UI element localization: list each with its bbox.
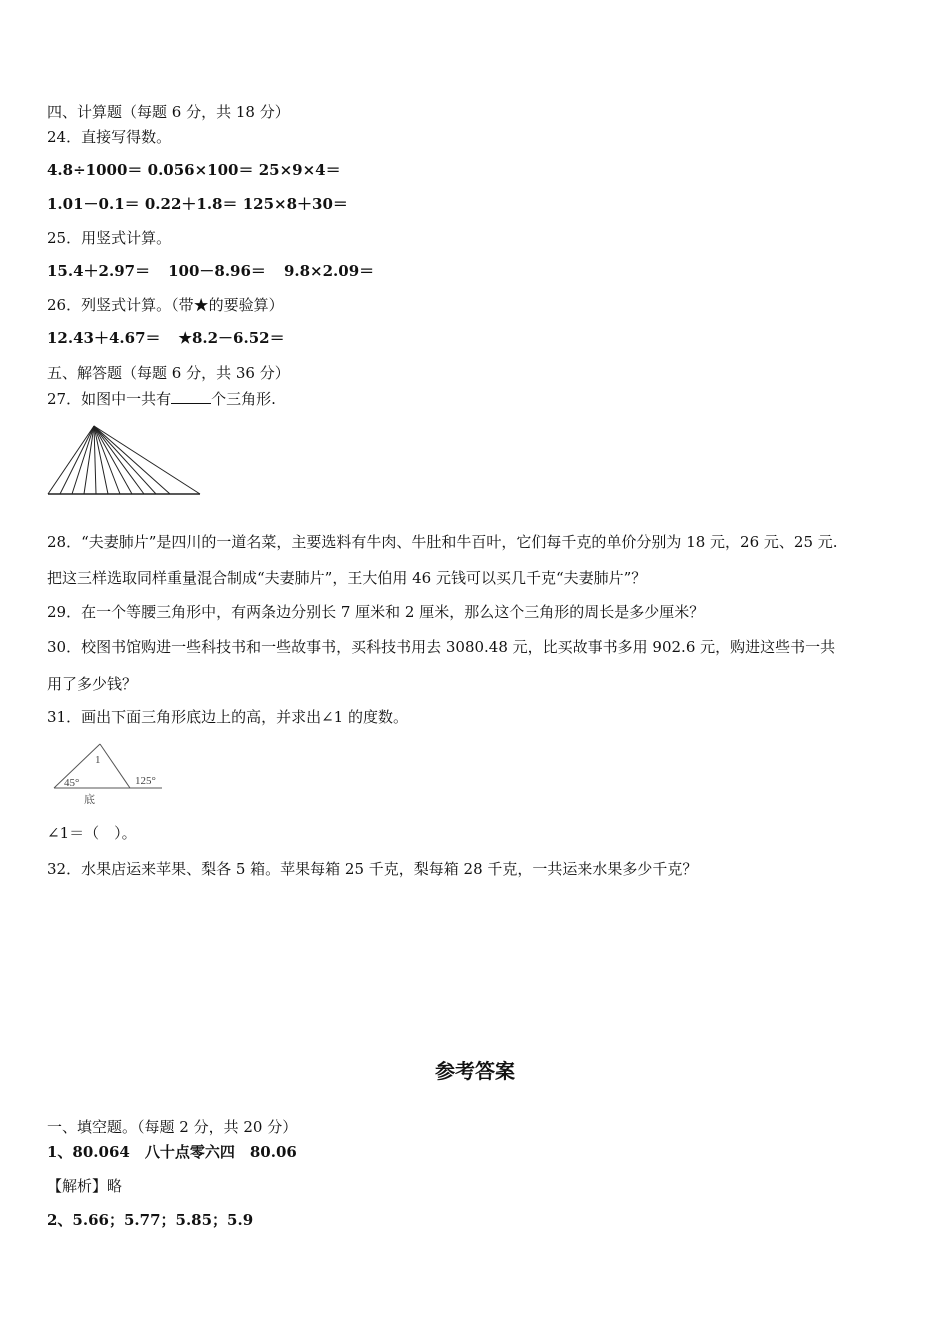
angle-1-label: 1 <box>95 754 101 766</box>
question-30-line-1: 30．校图书馆购进一些科技书和一些故事书，买科技书用去 3080.48 元，比买故事书多用 902.6 元，购进这些书一共 <box>47 638 836 656</box>
question-26-item-b: ★8.2－6.52＝ <box>178 329 285 347</box>
question-30-line-2: 用了多少钱？ <box>47 675 138 693</box>
answer-1-explanation: 【解析】略 <box>47 1177 123 1195</box>
triangle-fan-figure <box>46 422 204 498</box>
section-4-title: 四、计算题（每题 6 分，共 18 分） <box>47 103 290 121</box>
question-27 <box>47 389 276 408</box>
answer-2: 2、5.66；5.77；5.85；5.9 <box>47 1211 254 1229</box>
triangle-angle-figure <box>50 740 170 810</box>
question-27-suffix: 个三角形. <box>211 390 276 408</box>
section-5-title: 五、解答题（每题 6 分，共 36 分） <box>47 364 290 382</box>
question-24-row-2: 1.01－0.1＝ 0.22＋1.8＝ 125×8＋30＝ <box>47 195 348 213</box>
question-25-item-a: 15.4＋2.97＝ <box>47 262 151 280</box>
question-32: 32．水果店运来苹果、梨各 5 箱。苹果每箱 25 千克，梨每箱 28 千克，一共运来水果多少千克？ <box>47 860 698 878</box>
question-26: 26．列竖式计算。（带★的要验算） <box>47 296 284 314</box>
question-26-item-a: 12.43＋4.67＝ <box>47 329 161 347</box>
question-28-line-2: 把这三样选取同样重量混合制成“夫妻肺片”，王大伯用 46 元钱可以买几千克“夫妻肺片”？ <box>47 569 647 587</box>
question-24-row-1: 4.8÷1000＝ 0.056×100＝ 25×9×4＝ <box>47 161 341 179</box>
section-1-title: 一、填空题。（每题 2 分，共 20 分） <box>47 1118 298 1136</box>
question-25-item-b: 100－8.96＝ <box>168 262 266 280</box>
question-25-item-c: 9.8×2.09＝ <box>283 262 375 280</box>
question-28-line-1: 28．“夫妻肺片”是四川的一道名菜，主要选料有牛肉、牛肚和牛百叶，它们每千克的单价分别为 18 元，26 元、25 元. <box>47 533 838 551</box>
base-label: 底 <box>84 793 95 806</box>
angle-125-label: 125° <box>135 775 156 787</box>
question-24: 24．直接写得数。 <box>47 128 172 146</box>
answer-blank <box>171 389 211 404</box>
question-27-text: 27．如图中一共有 <box>47 390 172 408</box>
angle-45-label: 45° <box>64 777 80 789</box>
question-31: 31．画出下面三角形底边上的高，并求出∠1 的度数。 <box>47 708 408 726</box>
question-29: 29．在一个等腰三角形中，有两条边分别长 7 厘米和 2 厘米，那么这个三角形的周长是多少厘米？ <box>47 603 705 621</box>
question-26-items <box>47 329 285 347</box>
question-25-items <box>47 262 374 280</box>
question-25: 25．用竖式计算。 <box>47 229 172 247</box>
question-31-answer: ∠1＝（ ）。 <box>47 824 137 842</box>
answer-section-title: 参考答案 <box>435 1059 515 1083</box>
answer-1: 1、80.064 八十点零六四 80.06 <box>47 1143 297 1161</box>
